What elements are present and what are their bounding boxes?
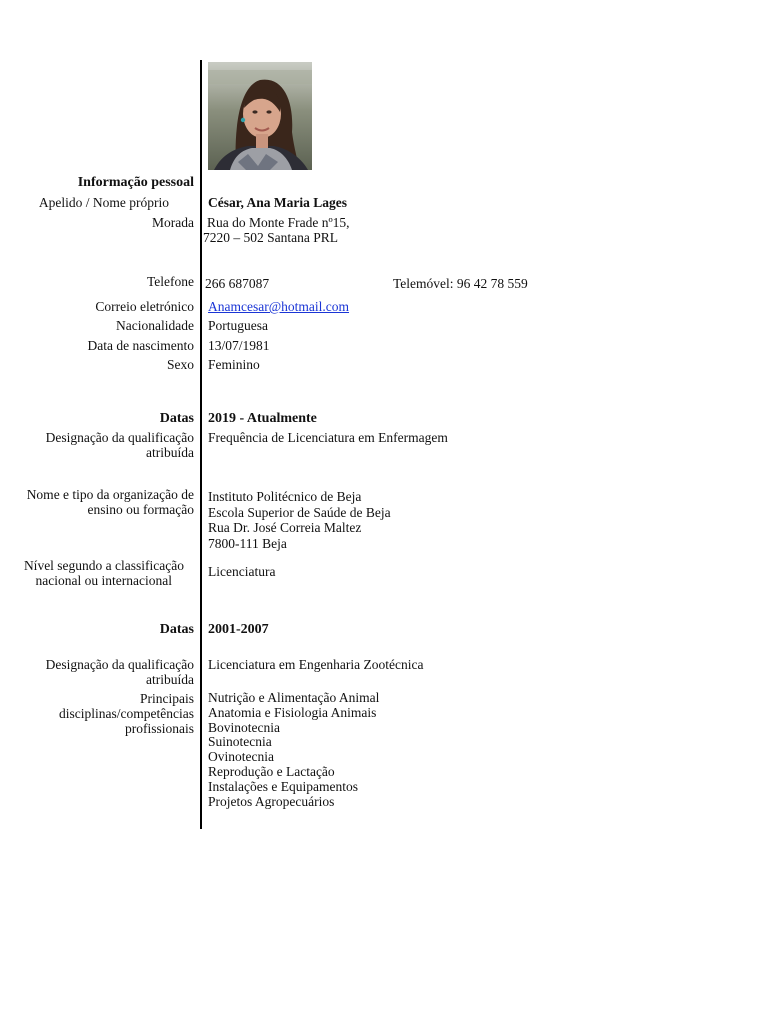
sex-value: Feminino — [208, 357, 260, 372]
dates-value-2: 2001-2007 — [208, 622, 269, 637]
subjects-label-b: disciplinas/competências — [59, 706, 194, 721]
organization-label-b: ensino ou formação — [87, 502, 194, 517]
dates-label-2: Datas — [159, 622, 194, 637]
dates-value-1: 2019 - Atualmente — [208, 411, 317, 426]
qualification-label-1b: atribuída — [146, 445, 194, 460]
subject-item: Bovinotecnia — [208, 719, 280, 735]
sex-label: Sexo — [167, 357, 194, 372]
organization-label-a: Nome e tipo da organização de — [26, 487, 194, 502]
mobile-text: Telemóvel: 96 42 78 559 — [393, 276, 528, 291]
subject-item: Projetos Agropecuários — [208, 793, 335, 809]
name-value: César, Ana Maria Lages — [208, 195, 347, 210]
name-label: Apelido / Nome próprio — [38, 195, 169, 210]
organization-line: 7800-111 Beja — [208, 535, 287, 551]
address-label: Morada — [152, 215, 194, 230]
qualification-label-1a: Designação da qualificação — [45, 430, 194, 445]
dates-label-1: Datas — [159, 411, 194, 426]
level-label-a: Nível segundo a classificação — [23, 558, 184, 573]
qualification-value-2: Licenciatura em Engenharia Zootécnica — [208, 657, 424, 672]
phone-value: 266 687087 — [205, 276, 270, 291]
email-link[interactable]: Anamcesar@hotmail.com — [208, 299, 350, 314]
email-label: Correio eletrónico — [95, 299, 194, 314]
subjects-label-c: profissionais — [125, 721, 194, 736]
personal-info-heading: Informação pessoal — [77, 175, 194, 190]
profile-photo — [208, 62, 312, 170]
subject-item: Anatomia e Fisiologia Animais — [208, 704, 377, 720]
phone-label: Telefone — [146, 274, 194, 289]
column-divider — [200, 60, 202, 829]
subject-item: Instalações e Equipamentos — [208, 778, 358, 794]
address-line-2: 7220 – 502 Santana PRL — [203, 230, 338, 245]
organization-line: Escola Superior de Saúde de Beja — [208, 504, 391, 520]
subject-item: Reprodução e Lactação — [208, 763, 335, 779]
nationality-value: Portuguesa — [208, 318, 268, 333]
organization-line: Rua Dr. José Correia Maltez — [208, 520, 362, 535]
qualification-value-1: Frequência de Licenciatura em Enfermagem — [208, 430, 448, 445]
subjects-list — [208, 691, 379, 809]
level-label-b: nacional ou internacional — [35, 573, 172, 588]
nationality-label: Nacionalidade — [116, 318, 194, 333]
subject-item: Nutrição e Alimentação Animal — [208, 690, 380, 705]
birth-date-value: 13/07/1981 — [208, 338, 270, 353]
organization-line: Instituto Politécnico de Beja — [208, 489, 362, 504]
subjects-label-a: Principais — [140, 691, 194, 706]
level-value: Licenciatura — [208, 564, 276, 579]
subject-item: Suinotecnia — [208, 734, 272, 750]
qualification-label-2b: atribuída — [146, 672, 194, 687]
birth-date-label: Data de nascimento — [87, 338, 194, 353]
subject-item: Ovinotecnia — [208, 749, 274, 765]
qualification-label-2a: Designação da qualificação — [45, 657, 194, 672]
organization-lines — [208, 489, 391, 551]
address-line-1: Rua do Monte Frade nº15, — [207, 215, 350, 230]
